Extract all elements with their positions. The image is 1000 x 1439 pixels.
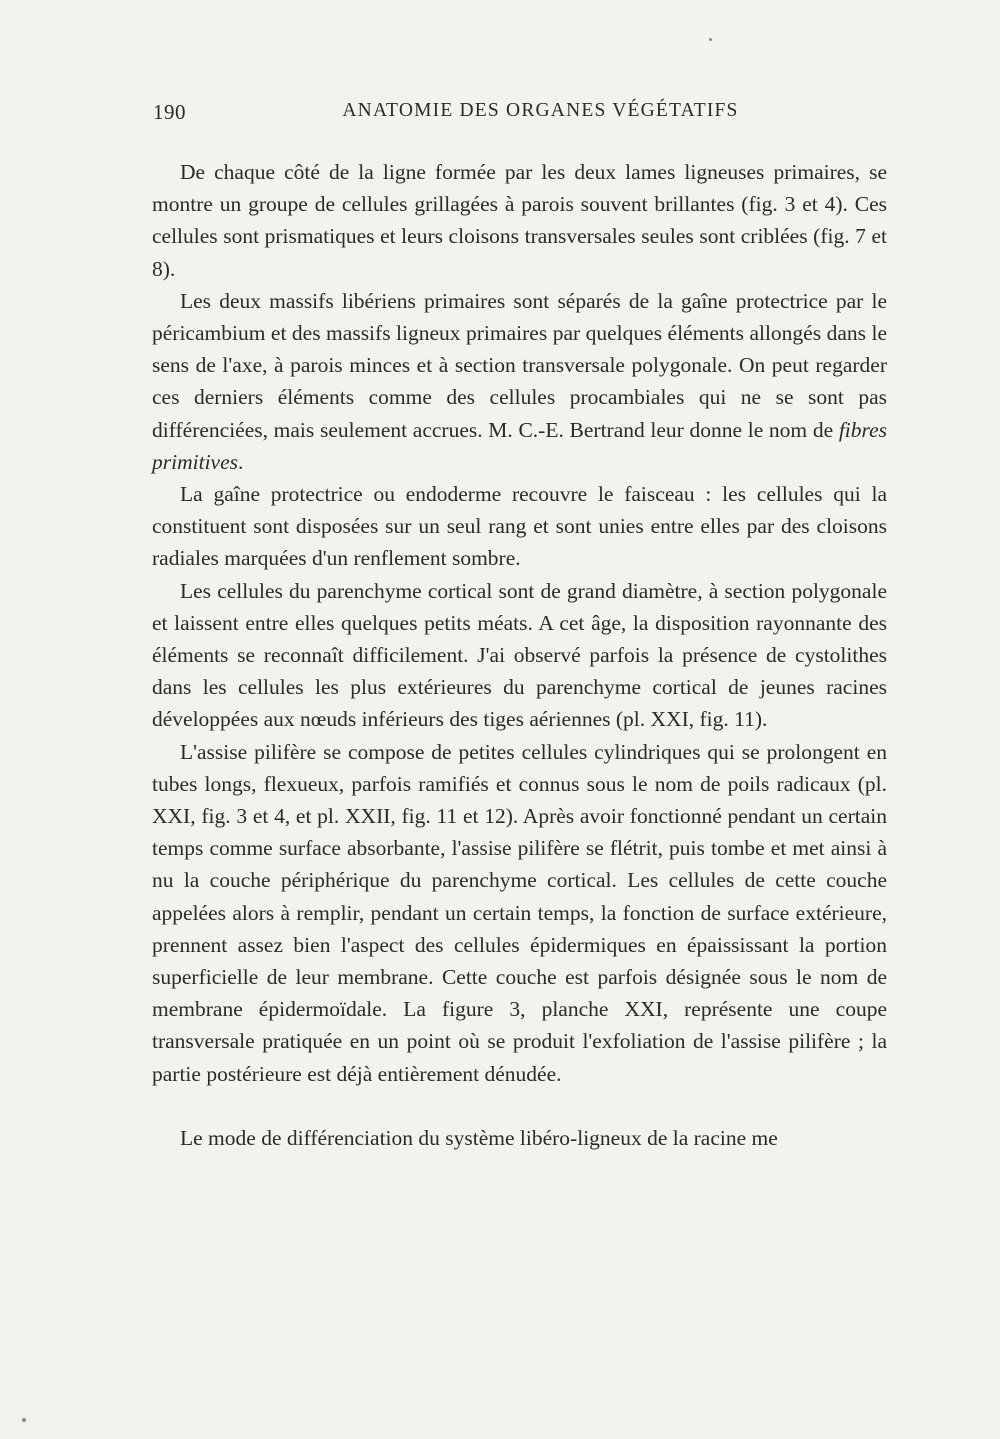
print-speck bbox=[22, 1418, 26, 1422]
paragraph-differentiation: Le mode de différenciation du système libéro-ligneux de la racine me bbox=[180, 1125, 778, 1150]
body-text bbox=[152, 156, 887, 1154]
page-number: 190 bbox=[153, 100, 186, 124]
running-title: ANATOMIE DES ORGANES VÉGÉTATIFS bbox=[342, 100, 739, 121]
paragraph-text: Les deux massifs libériens primaires sont séparés de la gaîne protectrice par le péricambium et des massifs ligneux primaires par quelques éléments allongés dans le sens de l'axe, à parois minces et à section transversale polygonale. On peut regarder ces derniers éléments comme des cellules procambiales qui ne se sont pas différenciées, mais seulement accrues. M. C.-E. Bertrand leur donne le nom de bbox=[152, 288, 887, 442]
page-header bbox=[153, 100, 888, 134]
paragraph-liberian-masses bbox=[152, 285, 887, 478]
paragraph-sieve-cells: De chaque côté de la ligne formée par les deux lames ligneuses primaires, se montre un groupe de cellules grillagées à parois souvent brillantes (fig. 3 et 4). Ces cellules sont prismatiques et leurs cloisons transversales seules sont criblées (fig. 7 et 8). bbox=[152, 160, 887, 281]
paragraph-piliferous-layer: L'assise pilifère se compose de petites cellules cylindriques qui se prolongent en tubes longs, flexueux, parfois ramifiés et connus sous le nom de poils radicaux (pl. XXI, fig. 3 et 4, et pl. XXII, fig. 11 et 12). Après avoir fonctionné pendant un certain temps comme surface absorbante, l'assise pilifère se flétrit, puis tombe et met ainsi à nu la couche périphérique du parenchyme cortical. Les cellules de cette couche appelées alors à remplir, pendant un certain temps, la fonction de surface extérieure, prennent assez bien l'aspect des cellules épidermiques en épaississant la portion superficielle de leur membrane. Cette couche est parfois désignée sous le nom de membrane épidermoïdale. La figure 3, planche XXI, représente une coupe transversale pratiquée en un point où se produit l'exfoliation de l'assise pilifère ; la partie postérieure est déjà entièrement dénudée. bbox=[152, 739, 887, 1086]
paragraph-endoderm: La gaîne protectrice ou endoderme recouvre le faisceau : les cellules qui la constituent sont disposées sur un seul rang et sont unies entre elles par des cloisons radiales marquées d'un renflement sombre. bbox=[152, 482, 887, 571]
paragraph-text: . bbox=[238, 449, 244, 474]
paragraph-cortical-parenchyma: Les cellules du parenchyme cortical sont de grand diamètre, à section polygonale et laissent entre elles quelques petits méats. A cet âge, la disposition rayonnante des éléments se reconnaît difficilement. J'ai observé parfois la présence de cystolithes dans les cellules les plus extérieures du parenchyme cortical de jeunes racines développées aux nœuds inférieurs des tiges aériennes (pl. XXI, fig. 11). bbox=[152, 578, 887, 732]
italic-term: fibres primitives bbox=[152, 417, 887, 474]
print-speck bbox=[709, 38, 712, 41]
